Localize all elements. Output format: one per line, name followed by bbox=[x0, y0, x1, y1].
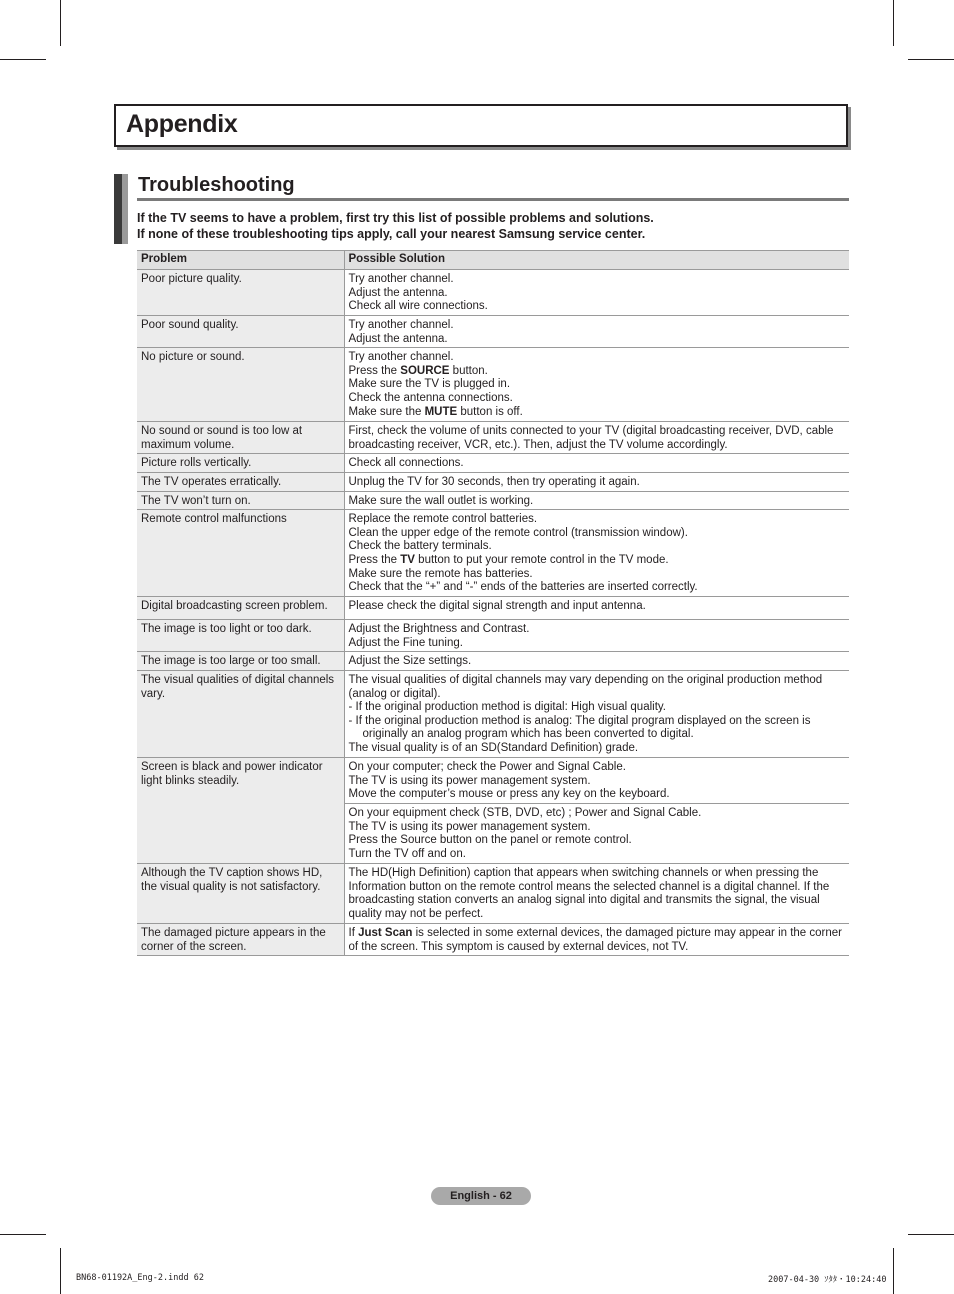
solution-cell: Make sure the wall outlet is working. bbox=[344, 491, 849, 510]
column-header-solution: Possible Solution bbox=[344, 251, 849, 270]
problem-cell: The TV operates erratically. bbox=[137, 472, 344, 491]
problem-cell: Although the TV caption shows HD, the visual quality is not satisfactory. bbox=[137, 863, 344, 923]
crop-mark bbox=[0, 1234, 46, 1235]
table-row bbox=[137, 923, 849, 955]
table-row bbox=[137, 652, 849, 671]
section-divider bbox=[137, 198, 849, 201]
problem-cell: The image is too light or too dark. bbox=[137, 620, 344, 652]
table-row bbox=[137, 597, 849, 620]
problem-cell: The damaged picture appears in the corner of the screen. bbox=[137, 923, 344, 955]
table-row bbox=[137, 863, 849, 923]
solution-cell: Try another channel. Press the SOURCE button. Make sure the TV is plugged in. Check the antenna connections. Make sure the MUTE button is off. bbox=[344, 348, 849, 422]
problem-cell: Digital broadcasting screen problem. bbox=[137, 597, 344, 620]
crop-mark bbox=[60, 0, 61, 46]
section-side-bar bbox=[114, 174, 122, 244]
appendix-header-box bbox=[114, 104, 848, 147]
page-title: Appendix bbox=[126, 110, 238, 138]
crop-mark bbox=[908, 1234, 954, 1235]
solution-cell: The HD(High Definition) caption that appears when switching channels or when pressing the Information button on the remote control means the selected channel is a digital channel. If the broadcasting station converts an analog signal into digital and transmits the signal, the visual quality may not be perfect. bbox=[344, 863, 849, 923]
problem-cell: Picture rolls vertically. bbox=[137, 454, 344, 473]
column-header-problem: Problem bbox=[137, 251, 344, 270]
table-row bbox=[137, 491, 849, 510]
solution-cell: Try another channel. Adjust the antenna. bbox=[344, 316, 849, 348]
troubleshooting-table bbox=[137, 250, 849, 956]
solution-cell: First, check the volume of units connected to your TV (digital broadcasting receiver, DVD, cable broadcasting receiver, VCR, etc.). Then, adjust the TV volume accordingly. bbox=[344, 422, 849, 454]
solution-cell: The visual qualities of digital channels may vary depending on the original production method (analog or digital). - If the original production method is digital: High visual quality. - If the original production method is analog: The digital program displayed on the screen is originally an analog program which has been converted to digital. The visual quality is of an SD(Standard Definition) grade. bbox=[344, 670, 849, 757]
crop-mark bbox=[893, 0, 894, 46]
table-row bbox=[137, 472, 849, 491]
table-row bbox=[137, 670, 849, 757]
table-row bbox=[137, 757, 849, 803]
solution-cell: Adjust the Brightness and Contrast. Adjust the Fine tuning. bbox=[344, 620, 849, 652]
table-row bbox=[137, 454, 849, 473]
crop-mark bbox=[60, 1248, 61, 1294]
table-row bbox=[137, 510, 849, 597]
problem-cell: Poor sound quality. bbox=[137, 316, 344, 348]
table-row bbox=[137, 316, 849, 348]
problem-cell: The TV won’t turn on. bbox=[137, 491, 344, 510]
table-row bbox=[137, 348, 849, 422]
print-slug-file: BN68-01192A_Eng-2.indd 62 bbox=[76, 1273, 204, 1283]
solution-cell: If Just Scan is selected in some external devices, the damaged picture may appear in the corner of the screen. This symptom is caused by external devices, not TV. bbox=[344, 923, 849, 955]
solution-cell: Try another channel. Adjust the antenna. Check all wire connections. bbox=[344, 270, 849, 316]
problem-cell: Poor picture quality. bbox=[137, 270, 344, 316]
crop-mark bbox=[0, 59, 46, 60]
solution-cell: Please check the digital signal strength and input antenna. bbox=[344, 597, 849, 620]
crop-mark bbox=[893, 1248, 894, 1294]
intro-line: If the TV seems to have a problem, first try this list of possible problems and solutions. bbox=[137, 211, 654, 225]
problem-cell: The visual qualities of digital channels vary. bbox=[137, 670, 344, 757]
table-row bbox=[137, 270, 849, 316]
problem-cell: No sound or sound is too low at maximum volume. bbox=[137, 422, 344, 454]
solution-cell: On your computer; check the Power and Signal Cable. The TV is using its power management system. Move the computer’s mouse or press any key on the keyboard. bbox=[344, 757, 849, 803]
problem-cell: No picture or sound. bbox=[137, 348, 344, 422]
page-number-badge: English - 62 bbox=[431, 1187, 531, 1205]
intro-text bbox=[137, 210, 654, 242]
problem-cell: The image is too large or too small. bbox=[137, 652, 344, 671]
table-row bbox=[137, 620, 849, 652]
section-side-bar-accent bbox=[122, 174, 128, 244]
intro-line: If none of these troubleshooting tips apply, call your nearest Samsung service center. bbox=[137, 227, 646, 241]
table-row bbox=[137, 422, 849, 454]
crop-mark bbox=[908, 59, 954, 60]
solution-cell: Adjust the Size settings. bbox=[344, 652, 849, 671]
problem-cell: Screen is black and power indicator light blinks steadily. bbox=[137, 757, 344, 863]
solution-cell: Unplug the TV for 30 seconds, then try operating it again. bbox=[344, 472, 849, 491]
solution-cell: On your equipment check (STB, DVD, etc) ; Power and Signal Cable. The TV is using its power management system. Press the Source button on the panel or remote control. Turn the TV off and on. bbox=[344, 803, 849, 863]
print-slug-date: 2007-04-30 ｿﾀﾀ・10:24:40 bbox=[768, 1275, 887, 1285]
problem-cell: Remote control malfunctions bbox=[137, 510, 344, 597]
solution-cell: Replace the remote control batteries. Clean the upper edge of the remote control (transmission window). Check the battery terminals. Press the TV button to put your remote control in the TV mode. Make sure the remote has batteries. Check that the “+” and “-” ends of the batteries are inserted correctly. bbox=[344, 510, 849, 597]
table-header-row bbox=[137, 251, 849, 270]
section-title: Troubleshooting bbox=[138, 174, 295, 196]
solution-cell: Check all connections. bbox=[344, 454, 849, 473]
